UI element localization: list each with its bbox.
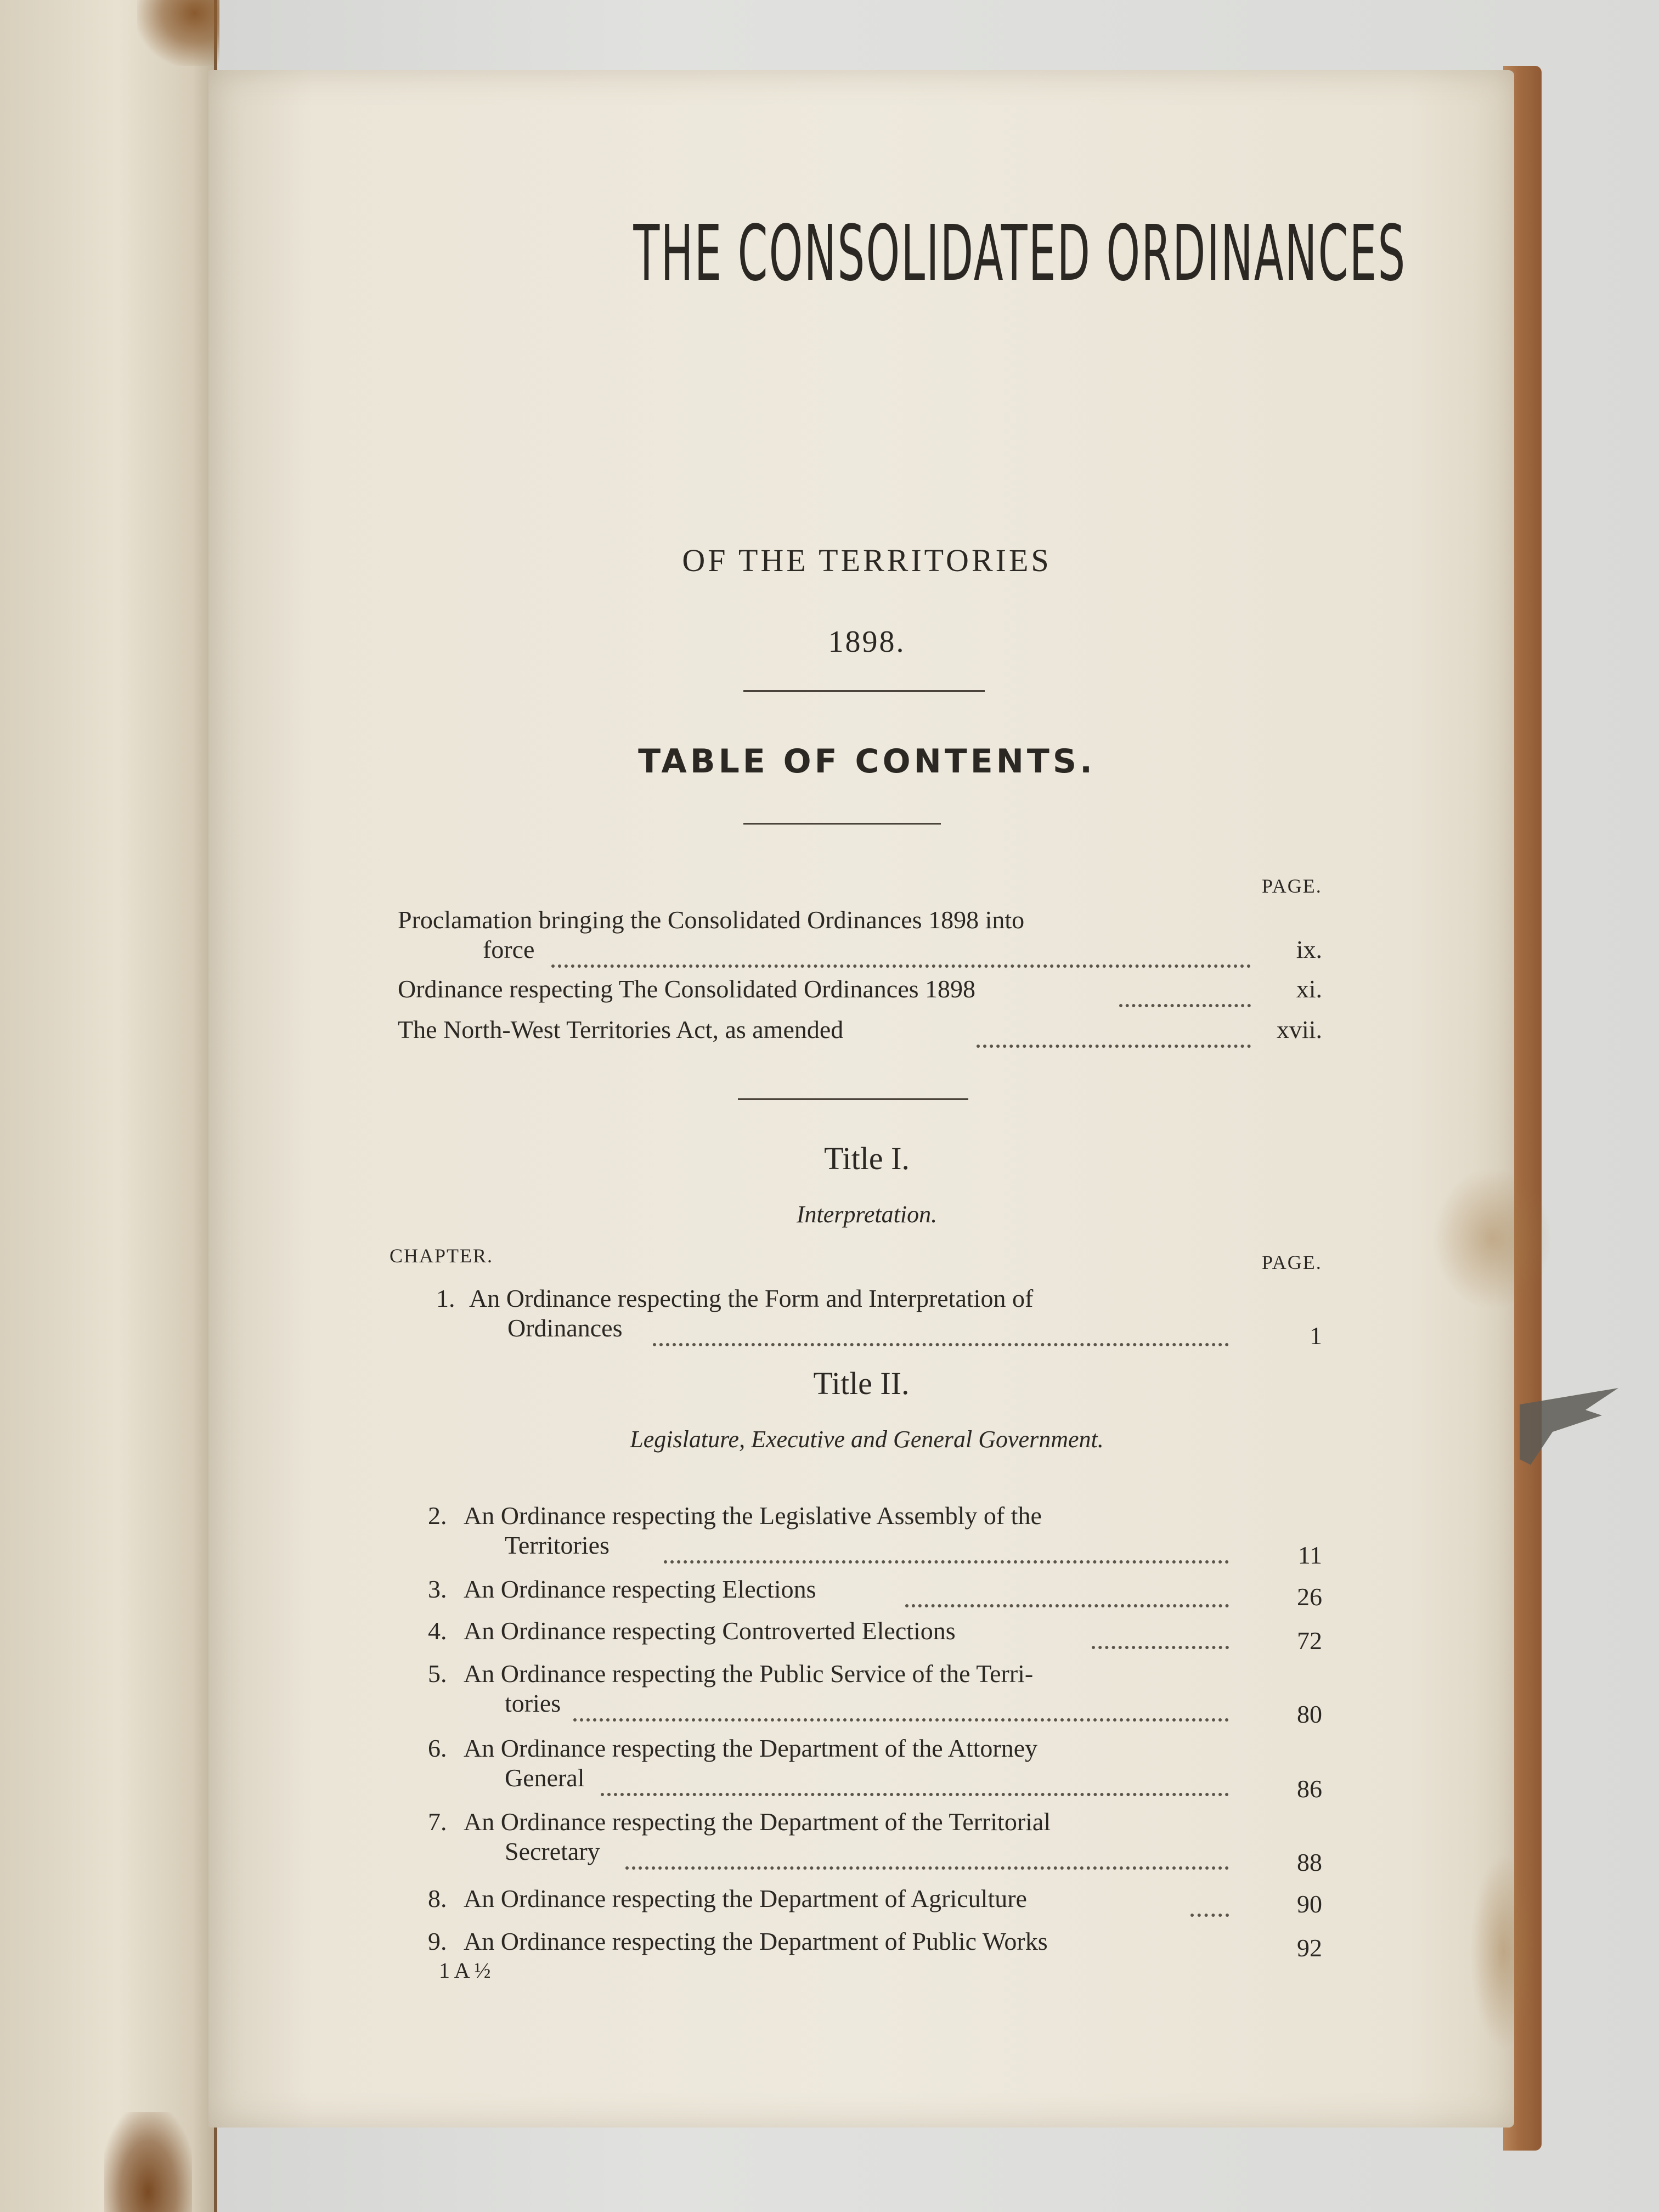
chapter-number: 6. (428, 1734, 447, 1762)
toc-entry-text: An Ordinance respecting Controverted Elections (464, 1617, 956, 1645)
foxing-stain (1432, 1167, 1553, 1310)
chapter-number: 5. (428, 1660, 447, 1688)
leader-dots (551, 939, 1251, 968)
toc-page-number: ix. (1296, 935, 1322, 963)
toc-page-number: 11 (1297, 1541, 1322, 1569)
chapter-number: 1. (436, 1284, 455, 1312)
leader-dots (977, 1019, 1251, 1048)
leader-dots (1190, 1888, 1229, 1917)
torn-paper-flap (1520, 1383, 1629, 1465)
toc-entry-text: An Ordinance respecting the Public Service of the Terri- (464, 1660, 1034, 1688)
leader-dots (625, 1841, 1229, 1870)
divider (743, 690, 985, 692)
toc-entry-text: Proclamation bringing the Consolidated Ordinances 1898 into (398, 906, 1025, 934)
toc-entry-text: An Ordinance respecting the Legislative Assembly of the (464, 1502, 1042, 1530)
toc-page-number: 90 (1297, 1890, 1322, 1918)
divider (743, 823, 941, 825)
toc-entry-text: An Ordinance respecting Elections (464, 1575, 816, 1603)
toc-page-number: 26 (1297, 1583, 1322, 1611)
section-title: Title I. (824, 1141, 910, 1176)
toc-entry-text: An Ordinance respecting the Form and Interpretation of (469, 1284, 1034, 1312)
page-year: 1898. (828, 625, 906, 659)
section-subject: Legislature, Executive and General Government. (630, 1426, 1104, 1453)
toc-page-number: 86 (1297, 1775, 1322, 1803)
chapter-column-label: CHAPTER. (390, 1245, 494, 1267)
leader-dots (601, 1768, 1229, 1796)
leader-dots (573, 1693, 1229, 1722)
foxing-stain (104, 2112, 192, 2212)
toc-page-number: 92 (1297, 1934, 1322, 1962)
leader-dots (1119, 979, 1251, 1007)
toc-entry-text: Territories (505, 1531, 610, 1559)
page-subtitle: OF THE TERRITORIES (682, 543, 1052, 578)
leader-dots (653, 1318, 1229, 1346)
previous-page-edge (0, 0, 217, 2212)
printer-signature-mark: 1 A ½ (439, 1958, 491, 1983)
toc-entry-text: The North-West Territories Act, as amended (398, 1015, 844, 1043)
divider (738, 1098, 968, 1100)
leader-dots (905, 1579, 1229, 1607)
toc-page-number: xi. (1296, 975, 1322, 1003)
chapter-number: 3. (428, 1575, 447, 1603)
toc-entry-text: An Ordinance respecting the Department of Agriculture (464, 1884, 1027, 1912)
toc-entry-text: General (505, 1764, 585, 1792)
leader-dots (1092, 1621, 1229, 1649)
page-column-label: PAGE. (1262, 1251, 1322, 1273)
toc-entry-text: An Ordinance respecting the Department of the Attorney (464, 1734, 1038, 1762)
chapter-number: 2. (428, 1502, 447, 1530)
toc-page-number: 80 (1297, 1700, 1322, 1728)
leader-dots (664, 1535, 1229, 1564)
foxing-stain (1470, 1853, 1536, 2051)
foxing-stain (137, 0, 219, 66)
toc-heading: TABLE OF CONTENTS. (638, 742, 1096, 781)
toc-page-number: xvii. (1276, 1015, 1322, 1043)
chapter-number: 4. (428, 1617, 447, 1645)
chapter-number: 9. (428, 1927, 447, 1955)
chapter-number: 7. (428, 1808, 447, 1836)
book-page (208, 70, 1514, 2128)
toc-page-number: 72 (1297, 1627, 1322, 1655)
page-title: THE CONSOLIDATED ORDINANCES (633, 209, 1407, 298)
toc-entry-text: An Ordinance respecting the Department of Public Works (464, 1927, 1048, 1955)
chapter-number: 8. (428, 1884, 447, 1912)
section-title: Title II. (813, 1365, 910, 1401)
toc-page-number: 88 (1297, 1848, 1322, 1876)
toc-entry-text: force (483, 935, 535, 963)
toc-entry-text: Ordinances (507, 1314, 623, 1342)
toc-entry-text: An Ordinance respecting the Department of the Territorial (464, 1808, 1051, 1836)
toc-entry-text: tories (505, 1689, 561, 1717)
toc-entry-text: Secretary (505, 1837, 600, 1865)
toc-entry-text: Ordinance respecting The Consolidated Ordinances 1898 (398, 975, 976, 1003)
section-subject: Interpretation. (796, 1201, 938, 1228)
toc-page-number: 1 (1310, 1322, 1322, 1350)
page-column-label: PAGE. (1262, 875, 1322, 897)
